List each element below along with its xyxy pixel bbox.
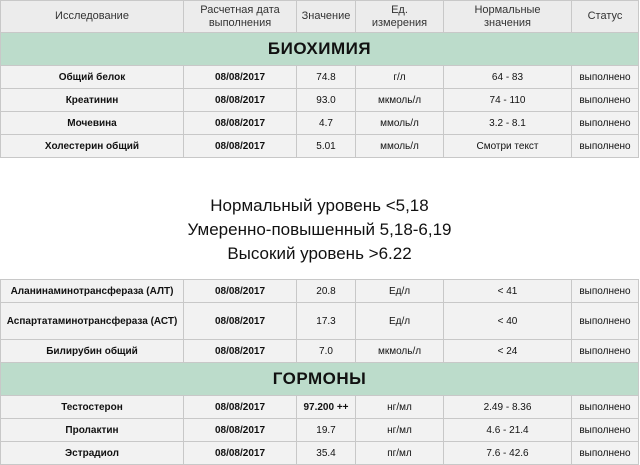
table-row [1, 280, 639, 303]
cholesterol-note-text [1, 158, 639, 280]
header-date-line1: Расчетная дата [200, 3, 280, 16]
test-status: выполнено [572, 112, 639, 135]
table-row [1, 66, 639, 89]
table-row [1, 396, 639, 419]
test-unit: Ед/л [356, 303, 444, 340]
test-unit: нг/мл [356, 419, 444, 442]
test-value: 74.8 [297, 66, 356, 89]
table-row [1, 89, 639, 112]
test-name: Пролактин [1, 419, 184, 442]
test-date: 08/08/2017 [184, 112, 297, 135]
test-status: выполнено [572, 442, 639, 465]
header-status: Статус [572, 1, 639, 33]
table-row [1, 112, 639, 135]
table-row [1, 419, 639, 442]
test-name: Аланинаминотрансфераза (АЛТ) [1, 280, 184, 303]
header-norm-line1: Нормальные [474, 3, 541, 16]
section-hormones [1, 363, 639, 396]
section-title: БИОХИМИЯ [1, 33, 639, 66]
header-unit-line1: Ед. [391, 3, 408, 16]
test-norm: Смотри текст [444, 135, 572, 158]
header-date [184, 1, 297, 33]
test-unit: Ед/л [356, 280, 444, 303]
test-status: выполнено [572, 419, 639, 442]
test-value: 4.7 [297, 112, 356, 135]
test-date: 08/08/2017 [184, 280, 297, 303]
header-norm-line2: значения [483, 16, 532, 29]
test-value: 5.01 [297, 135, 356, 158]
note-line-moderate: Умеренно-повышенный 5,18-6,19 [187, 219, 452, 239]
test-unit: пг/мл [356, 442, 444, 465]
test-status: выполнено [572, 396, 639, 419]
test-unit: г/л [356, 66, 444, 89]
test-name: Креатинин [1, 89, 184, 112]
header-unit [356, 1, 444, 33]
section-biochem [1, 33, 639, 66]
cholesterol-note [1, 158, 639, 280]
test-date: 08/08/2017 [184, 66, 297, 89]
test-norm: 64 - 83 [444, 66, 572, 89]
test-name: Мочевина [1, 112, 184, 135]
header-test: Исследование [1, 1, 184, 33]
test-date: 08/08/2017 [184, 419, 297, 442]
test-name: Билирубин общий [1, 340, 184, 363]
table-row [1, 442, 639, 465]
test-status: выполнено [572, 340, 639, 363]
header-date-line2: выполнения [208, 16, 272, 29]
table-row [1, 303, 639, 340]
test-unit: нг/мл [356, 396, 444, 419]
test-norm: 7.6 - 42.6 [444, 442, 572, 465]
note-line-normal: Нормальный уровень <5,18 [210, 195, 429, 215]
test-name: Общий белок [1, 66, 184, 89]
test-date: 08/08/2017 [184, 135, 297, 158]
test-date: 08/08/2017 [184, 442, 297, 465]
test-name: Аспартатаминотрансфераза (АСТ) [1, 303, 184, 340]
test-date: 08/08/2017 [184, 303, 297, 340]
test-value: 93.0 [297, 89, 356, 112]
test-unit: мкмоль/л [356, 340, 444, 363]
test-value: 97.200 ++ [297, 396, 356, 419]
test-unit: ммоль/л [356, 112, 444, 135]
test-norm: < 24 [444, 340, 572, 363]
test-status: выполнено [572, 280, 639, 303]
table-header [1, 1, 639, 33]
test-name: Эстрадиол [1, 442, 184, 465]
test-norm: 74 - 110 [444, 89, 572, 112]
test-unit: мкмоль/л [356, 89, 444, 112]
test-status: выполнено [572, 135, 639, 158]
test-name: Холестерин общий [1, 135, 184, 158]
test-status: выполнено [572, 303, 639, 340]
test-norm: 3.2 - 8.1 [444, 112, 572, 135]
test-date: 08/08/2017 [184, 396, 297, 419]
header-norm [444, 1, 572, 33]
test-unit: ммоль/л [356, 135, 444, 158]
test-value: 35.4 [297, 442, 356, 465]
test-status: выполнено [572, 66, 639, 89]
test-value: 7.0 [297, 340, 356, 363]
test-value: 19.7 [297, 419, 356, 442]
header-unit-line2: измерения [371, 16, 428, 29]
test-status: выполнено [572, 89, 639, 112]
note-line-high: Высокий уровень >6.22 [227, 243, 412, 263]
table-row [1, 340, 639, 363]
test-norm: < 40 [444, 303, 572, 340]
test-norm: 2.49 - 8.36 [444, 396, 572, 419]
table-row [1, 135, 639, 158]
test-norm: 4.6 - 21.4 [444, 419, 572, 442]
test-date: 08/08/2017 [184, 89, 297, 112]
test-value: 17.3 [297, 303, 356, 340]
test-date: 08/08/2017 [184, 340, 297, 363]
section-title: ГОРМОНЫ [1, 363, 639, 396]
test-norm: < 41 [444, 280, 572, 303]
test-name: Тестостерон [1, 396, 184, 419]
header-value: Значение [297, 1, 356, 33]
test-value: 20.8 [297, 280, 356, 303]
